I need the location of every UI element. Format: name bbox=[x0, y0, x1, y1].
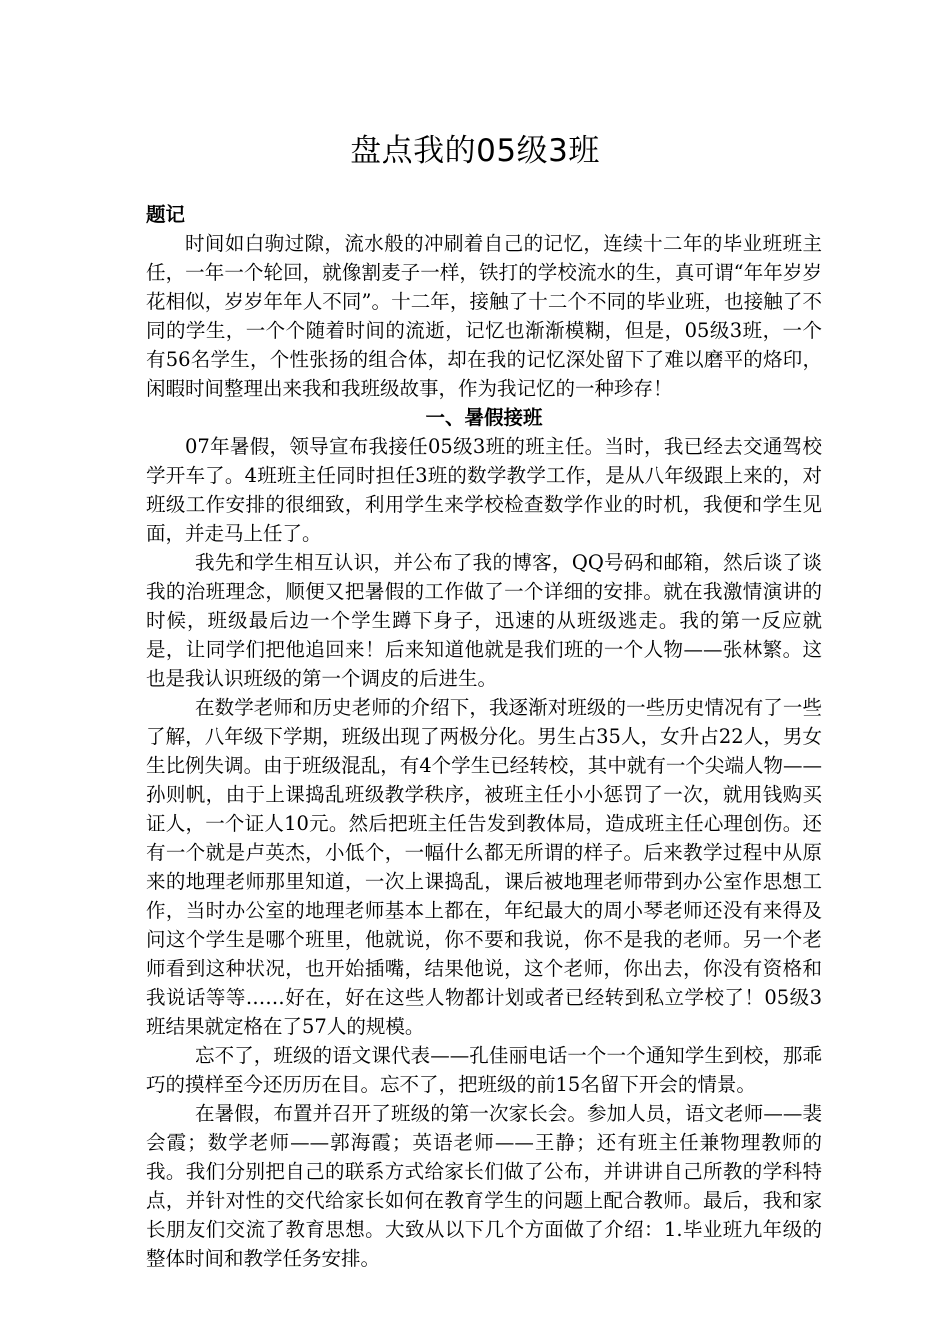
document-title: 盘点我的05级3班 bbox=[350, 133, 600, 169]
body-paragraph-3: 在数学老师和历史老师的介绍下，我逐渐对班级的一些历史情况有了一些了解，八年级下学期，班级出现了两极分化。男生占35人，女升占22人，男女生比例失调。由于班级混乱，有4个学生已经转校，其中就有一个尖端人物——孙则帆，由于上课捣乱班级教学秩序，被班主任小小惩罚了一次，就用钱购买证人，一个证人10元。然后把班主任告发到教体局，造成班主任心理创伤。还有一个就是卢英杰，小低个，一幅什么都无所谓的样子。后来教学过程中从原来的地理老师那里知道，一次上课捣乱，课后被地理老师带到办公室作思想工作，当时办公室的地理老师基本上都在，年纪最大的周小琴老师还没有来得及问这个学生是哪个班里，他就说，你不要和我说，你不是我的老师。另一个老师看到这种状况，也开始插嘴，结果他说，这个老师，你出去，你没有资格和我说话等等……好在，好在这些人物都计划或者已经转到私立学校了！05级3班结果就定格在了57人的规模。 bbox=[146, 696, 822, 1038]
body-paragraph-4: 忘不了，班级的语文课代表——孔佳丽电话一个一个通知学生到校，那乖巧的摸样至今还历历在目。忘不了，把班级的前15名留下开会的情景。 bbox=[146, 1044, 822, 1096]
body-paragraph-1: 07年暑假，领导宣布我接任05级3班的班主任。当时，我已经去交通驾校学开车了。4班班主任同时担任3班的数学教学工作，是从八年级跟上来的，对班级工作安排的很细致，利用学生来学校检查数学作业的时机，我便和学生见面，并走马上任了。 bbox=[146, 435, 822, 545]
preface-paragraph: 时间如白驹过隙，流水般的冲刷着自己的记忆，连续十二年的毕业班班主任，一年一个轮回，就像割麦子一样，铁打的学校流水的生，真可谓“年年岁岁花相似，岁岁年年人不同”。十二年，接触了十二个不同的毕业班，也接触了不同的学生，一个个随着时间的流逝，记忆也渐渐模糊，但是，05级3班，一个有56名学生，个性张扬的组合体，却在我的记忆深处留下了难以磨平的烙印，闲暇时间整理出来我和我班级故事，作为我记忆的一种珍存！ bbox=[146, 232, 822, 400]
document-body bbox=[146, 200, 822, 1273]
preface-label: 题记 bbox=[146, 203, 186, 226]
section-heading: 一、暑假接班 bbox=[425, 406, 543, 429]
body-paragraph-2: 我先和学生相互认识，并公布了我的博客，QQ号码和邮箱，然后谈了谈我的治班理念，顺便又把暑假的工作做了一个详细的安排。就在我激情演讲的时候，班级最后边一个学生蹲下身子，迅速的从班级逃走。我的第一反应就是，让同学们把他追回来！后来知道他就是我们班的一个人物——张林繁。这也是我认识班级的第一个调皮的后进生。 bbox=[146, 551, 822, 690]
body-paragraph-5: 在暑假，布置并召开了班级的第一次家长会。参加人员，语文老师——裴会霞；数学老师——郭海霞；英语老师——王静；还有班主任兼物理教师的我。我们分别把自己的联系方式给家长们做了公布，并讲讲自己所教的学科特点，并针对性的交代给家长如何在教育学生的问题上配合教师。最后，我和家长朋友们交流了教育思想。大致从以下几个方面做了介绍：1.毕业班九年级的整体时间和教学任务安排。 bbox=[146, 1102, 822, 1270]
